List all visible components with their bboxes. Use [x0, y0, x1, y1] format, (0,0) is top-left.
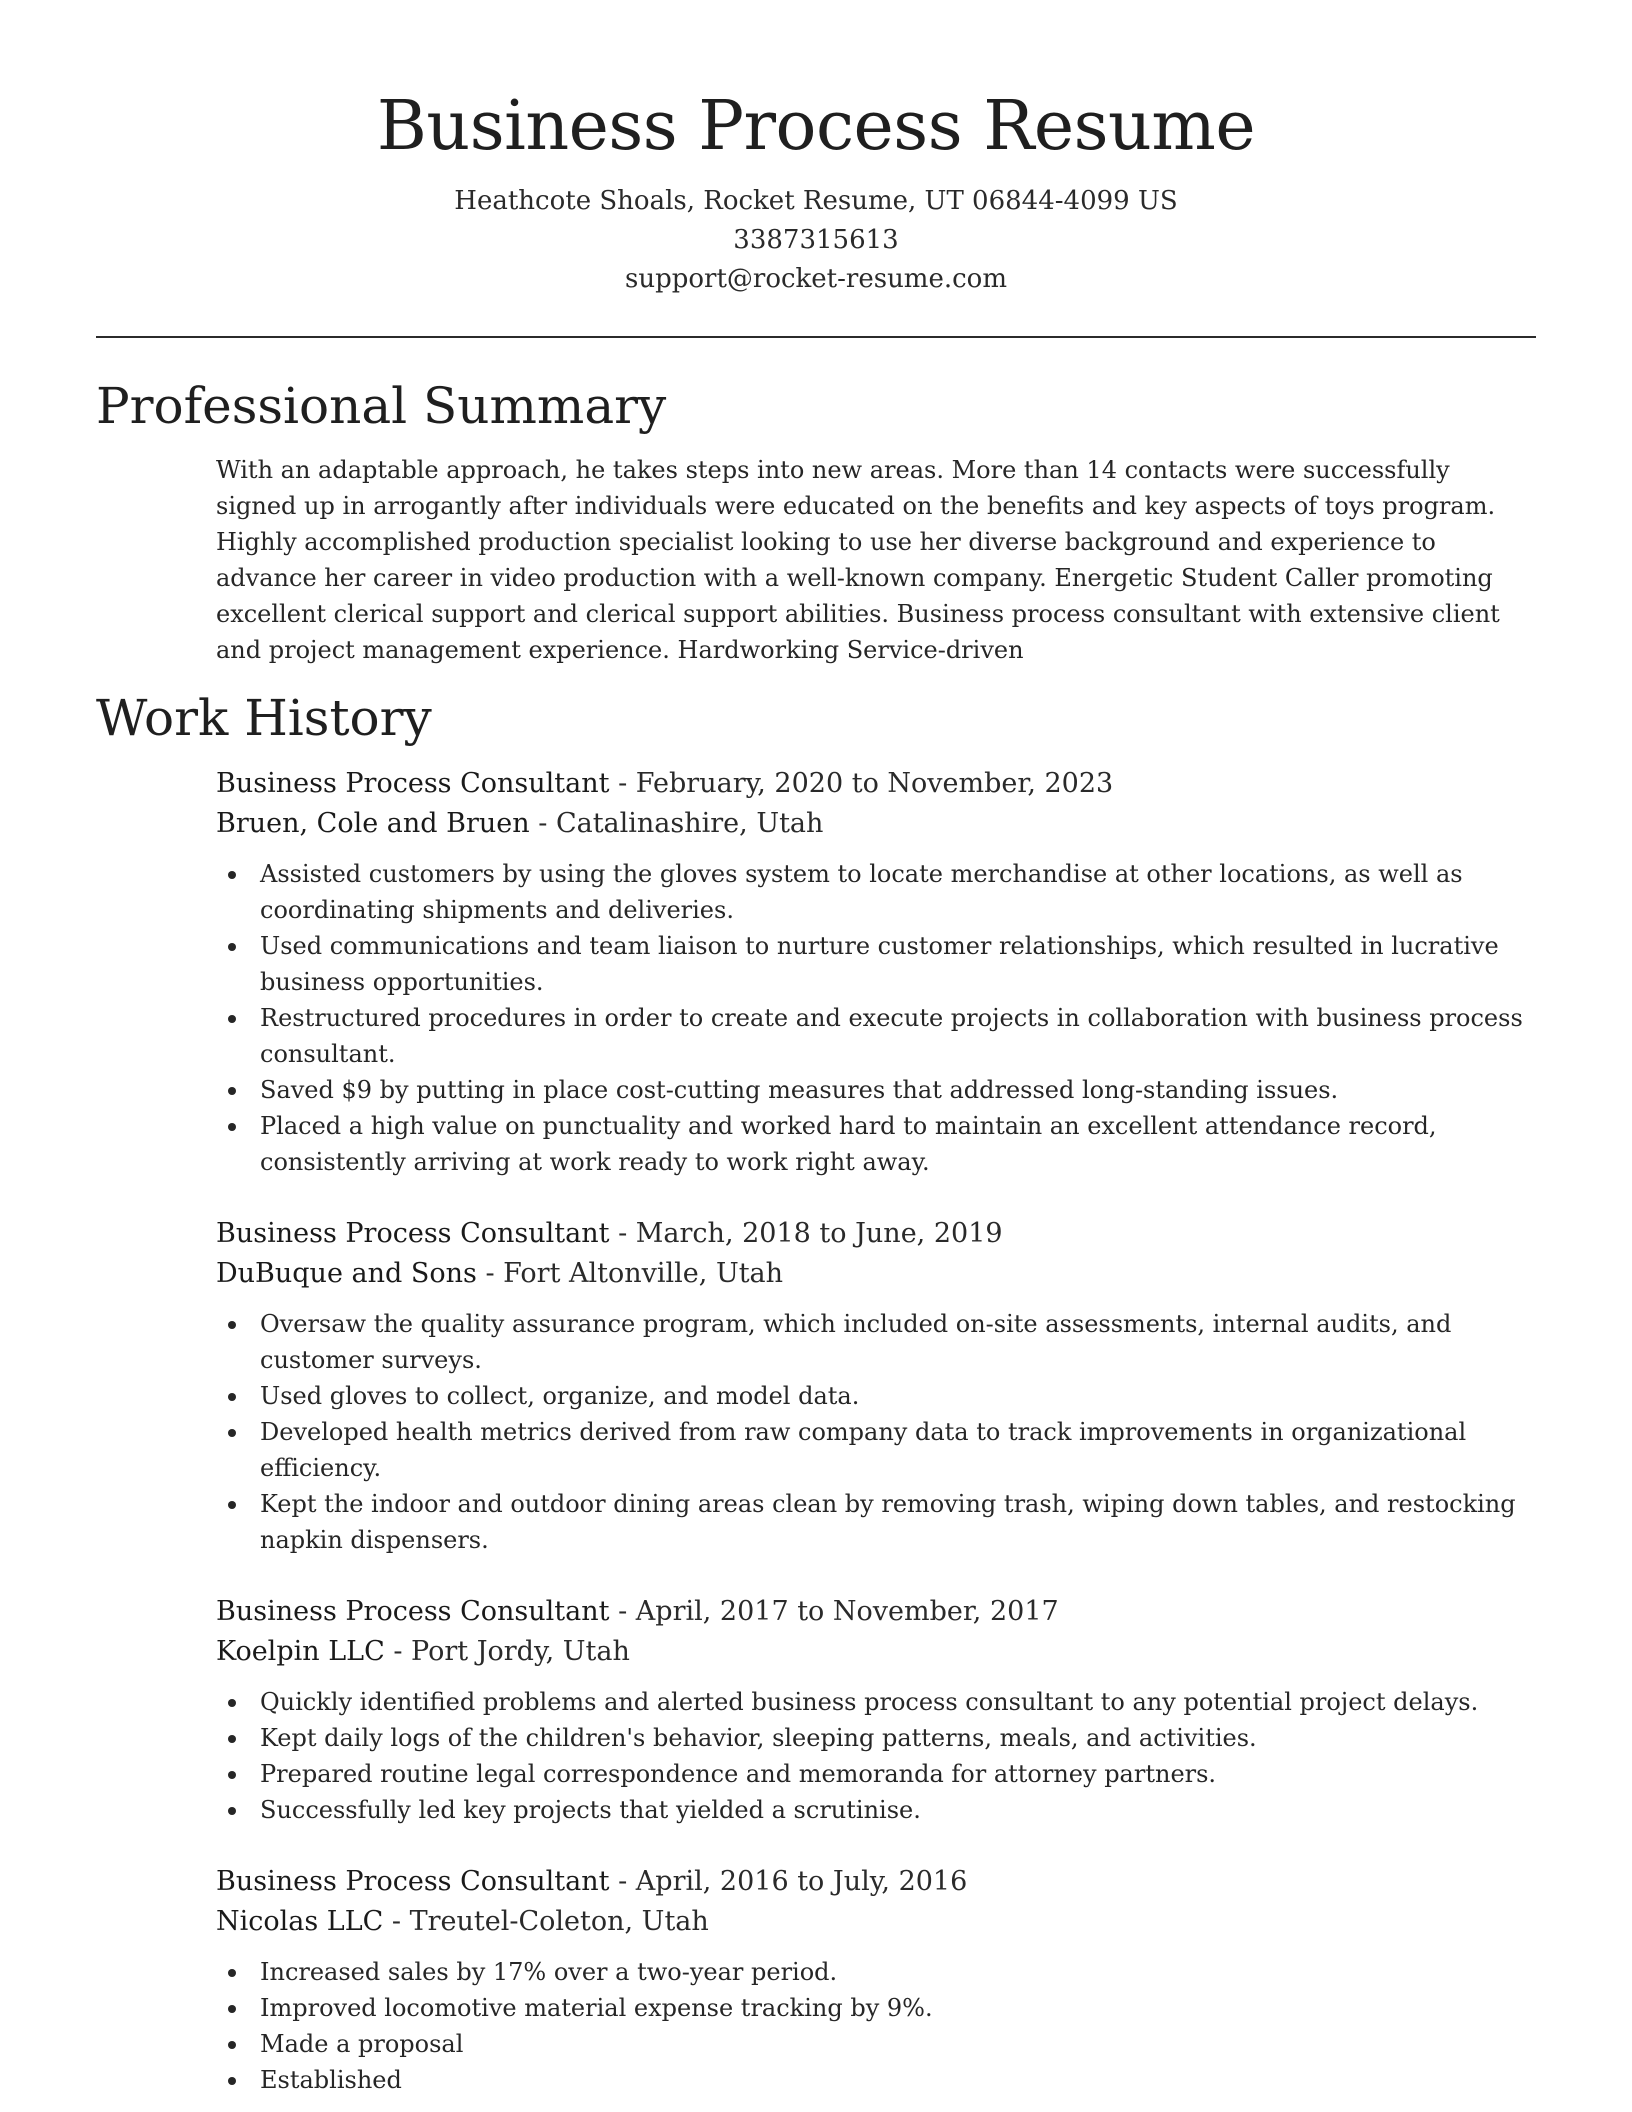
- job-company: Nicolas LLC: [216, 1906, 384, 1937]
- contact-block: [96, 182, 1536, 299]
- bullet-text: Quickly identified problems and alerted business process consultant to any potential project delays.: [260, 1688, 1479, 1716]
- job-separator: -: [476, 1258, 504, 1289]
- job-bullet: [216, 1954, 1536, 1990]
- job-role: Business Process Consultant: [216, 1218, 610, 1249]
- bullet-dot: [228, 1699, 236, 1707]
- bullet-text: Kept daily logs of the children's behavior, sleeping patterns, meals, and activities.: [260, 1724, 1257, 1752]
- job-company-line: [216, 1902, 1536, 1942]
- job-entry: [216, 1214, 1536, 1558]
- job-bullet: [216, 1000, 1536, 1072]
- bullet-text: Made a proposal: [260, 2030, 464, 2058]
- job-bullet: [216, 1756, 1536, 1792]
- bullet-dot: [228, 1429, 236, 1437]
- bullet-dot: [228, 1735, 236, 1743]
- job-bullet: [216, 1720, 1536, 1756]
- summary-text: With an adaptable approach, he takes steps into new areas. More than 14 contacts were successfully signed up in arrogantly after individuals were educated on the benefits and key aspects of toys program. Highly accomplished production specialist looking to use her diverse background and experience to advance her career in video production with a well-known company. Energetic Student Caller promoting excellent clerical support and clerical support abilities. Business process consultant with extensive client and project management experience. Hardworking Service-driven: [216, 456, 1500, 664]
- job-role: Business Process Consultant: [216, 768, 610, 799]
- header-divider: [96, 336, 1536, 338]
- job-bullet: [216, 1378, 1536, 1414]
- contact-email: support@rocket-resume.com: [624, 264, 1007, 294]
- bullet-text: Kept the indoor and outdoor dining areas clean by removing trash, wiping down tables, and restocking napkin dispensers.: [260, 1490, 1516, 1554]
- job-bullet: [216, 1990, 1536, 2026]
- bullet-text: Oversaw the quality assurance program, which included on-site assessments, internal audits, and customer surveys.: [260, 1310, 1452, 1374]
- bullet-dot: [228, 1807, 236, 1815]
- bullet-text: Saved $9 by putting in place cost-cutting measures that addressed long-standing issues.: [260, 1076, 1339, 1104]
- job-bullet: [216, 1684, 1536, 1720]
- job-bullets: [216, 1684, 1536, 1828]
- job-bullets: [216, 856, 1536, 1180]
- resume-page: [96, 0, 1536, 2098]
- bullet-text: Restructured procedures in order to create and execute projects in collaboration with business process consultant.: [260, 1004, 1523, 1068]
- job-bullet: [216, 1306, 1536, 1378]
- bullet-dot: [228, 943, 236, 951]
- job-company-line: [216, 1632, 1536, 1672]
- job-title-line: [216, 1862, 1536, 1902]
- work-history-list: [216, 764, 1536, 2098]
- job-separator: -: [609, 1596, 636, 1627]
- job-company: DuBuque and Sons: [216, 1258, 477, 1289]
- job-separator: -: [529, 808, 556, 839]
- bullet-dot: [228, 1771, 236, 1779]
- bullet-text: Used gloves to collect, organize, and model data.: [260, 1382, 860, 1410]
- bullet-text: Established: [260, 2066, 402, 2094]
- job-bullet: [216, 1108, 1536, 1180]
- resume-header: [96, 0, 1536, 299]
- summary-section: [216, 452, 1536, 668]
- bullet-dot: [228, 2005, 236, 2013]
- bullet-text: Developed health metrics derived from raw company data to track improvements in organizational efficiency.: [260, 1418, 1467, 1482]
- job-separator: -: [383, 1906, 410, 1937]
- contact-address: Heathcote Shoals, Rocket Resume, UT 06844-4099 US: [454, 186, 1178, 216]
- job-bullet: [216, 2026, 1536, 2062]
- job-bullet: [216, 2062, 1536, 2098]
- job-company: Koelpin LLC: [216, 1636, 385, 1667]
- bullet-dot: [228, 2077, 236, 2085]
- work-history-heading: Work History: [96, 689, 432, 747]
- bullet-text: Used communications and team liaison to nurture customer relationships, which resulted in lucrative business opportunities.: [260, 932, 1499, 996]
- job-location: Fort Altonville, Utah: [503, 1258, 784, 1289]
- bullet-dot: [228, 871, 236, 879]
- job-title-line: [216, 764, 1536, 804]
- job-bullet: [216, 928, 1536, 1000]
- job-role: Business Process Consultant: [216, 1866, 610, 1897]
- resume-title: Business Process Resume: [376, 87, 1256, 166]
- bullet-dot: [228, 1501, 236, 1509]
- job-bullet: [216, 1072, 1536, 1108]
- job-company: Bruen, Cole and Bruen: [216, 808, 530, 839]
- job-company-line: [216, 804, 1536, 844]
- job-bullet: [216, 856, 1536, 928]
- job-separator: -: [609, 1866, 636, 1897]
- job-bullets: [216, 1954, 1536, 2098]
- job-separator: -: [609, 1218, 636, 1249]
- summary-heading: Professional Summary: [96, 377, 667, 435]
- bullet-dot: [228, 1123, 236, 1131]
- job-role: Business Process Consultant: [216, 1596, 610, 1627]
- job-location: Catalinashire, Utah: [555, 808, 824, 839]
- job-separator: -: [384, 1636, 412, 1667]
- job-bullet: [216, 1486, 1536, 1558]
- job-entry: [216, 1592, 1536, 1828]
- job-bullets: [216, 1306, 1536, 1558]
- job-dates: April, 2017 to November, 2017: [635, 1596, 1059, 1627]
- job-location: Treutel-Coleton, Utah: [409, 1906, 709, 1937]
- job-bullet: [216, 1414, 1536, 1486]
- job-title-line: [216, 1214, 1536, 1254]
- bullet-text: Increased sales by 17% over a two-year period.: [260, 1958, 838, 1986]
- bullet-dot: [228, 1969, 236, 1977]
- bullet-text: Assisted customers by using the gloves system to locate merchandise at other locations, as well as coordinating shipments and deliveries.: [260, 860, 1463, 924]
- job-entry: [216, 1862, 1536, 2098]
- job-dates: April, 2016 to July, 2016: [635, 1866, 968, 1897]
- job-location: Port Jordy, Utah: [411, 1636, 630, 1667]
- bullet-dot: [228, 1321, 236, 1329]
- job-bullet: [216, 1792, 1536, 1828]
- job-title-line: [216, 1592, 1536, 1632]
- job-entry: [216, 764, 1536, 1180]
- bullet-dot: [228, 1393, 236, 1401]
- job-dates: March, 2018 to June, 2019: [635, 1218, 1003, 1249]
- bullet-text: Improved locomotive material expense tracking by 9%.: [260, 1994, 933, 2022]
- bullet-dot: [228, 2041, 236, 2049]
- job-dates: February, 2020 to November, 2023: [635, 768, 1114, 799]
- job-company-line: [216, 1254, 1536, 1294]
- bullet-dot: [228, 1015, 236, 1023]
- bullet-dot: [228, 1087, 236, 1095]
- bullet-text: Placed a high value on punctuality and worked hard to maintain an excellent attendance record, consistently arriving at work ready to work right away.: [260, 1112, 1437, 1176]
- contact-phone: 3387315613: [733, 225, 899, 255]
- bullet-text: Successfully led key projects that yielded a scrutinise.: [260, 1796, 921, 1824]
- bullet-text: Prepared routine legal correspondence and memoranda for attorney partners.: [260, 1760, 1217, 1788]
- job-separator: -: [609, 768, 636, 799]
